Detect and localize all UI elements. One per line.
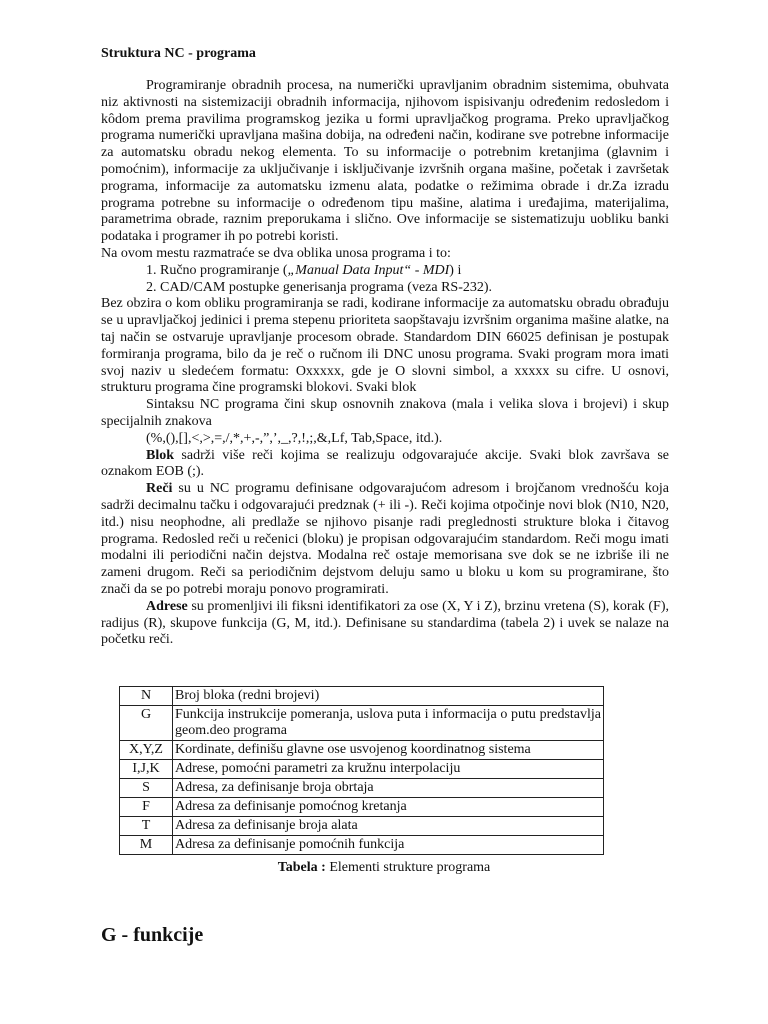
table-cell-code: T <box>120 817 173 836</box>
table-row <box>120 741 604 760</box>
list-item <box>101 263 669 280</box>
table-row <box>120 706 604 741</box>
table-row <box>120 687 604 706</box>
table-cell-desc: Adrese, pomoćni parametri za kružnu interpolaciju <box>173 760 604 779</box>
table-cell-code: I,J,K <box>120 760 173 779</box>
table-cell-desc: Adresa, za definisanje broja obrtaja <box>173 779 604 798</box>
document-page <box>101 46 669 649</box>
paragraph <box>101 448 669 482</box>
paragraph: Na ovom mestu razmatraće se dva oblika unosa programa i to: <box>101 245 451 261</box>
list-item-emphasis: „Manual Data Input“ - MDI <box>287 262 450 278</box>
document-body <box>101 78 669 649</box>
table-cell-code: G <box>120 706 173 741</box>
section-heading: G - funkcije <box>101 924 204 946</box>
table-row <box>120 817 604 836</box>
table-cell-desc: Adresa za definisanje broja alata <box>173 817 604 836</box>
elements-table <box>119 686 604 855</box>
paragraph <box>101 599 669 649</box>
list-item-text: ) i <box>449 262 462 278</box>
paragraph: Bez obzira o kom obliku programiranja se radi, kodirane informacije za automatsku obradu obrađuju se u upravljačkoj jedinici i prema stepenu prioriteta saopštavaju izvršnim organima mašine alatke, na taj način se ostvaruje upravljanje procesom obrade. Standardom DIN 66025 definisan je postupak formiranja programa, bilo da je reč o ručnom ili DNC unosu programa. Svaki program mora imati svoj naziv u sledećem formatu: Oxxxxx, gde je O slovni simbol, a xxxxx su cifre. U osnovi, strukturu programa čine programski blokovi. Svaki blok <box>101 296 669 396</box>
list-item: 2. CAD/CAM postupke generisanja programa (veza RS-232). <box>146 279 493 295</box>
table-cell-desc: Adresa za definisanje pomoćnog kretanja <box>173 798 604 817</box>
table-row <box>120 760 604 779</box>
table-cell-code: S <box>120 779 173 798</box>
caption-text: Elementi strukture programa <box>325 860 491 875</box>
table-row <box>120 836 604 855</box>
term-reci: Reči <box>146 481 173 497</box>
table-row <box>120 798 604 817</box>
table-cell-code: F <box>120 798 173 817</box>
special-characters: (%,(),[],<,>,=,/,*,+,-,”,’,_,?,!,;,&,Lf, Tab,Space, itd.). <box>146 430 443 446</box>
table-cell-desc: Adresa za definisanje pomoćnih funkcija <box>173 836 604 855</box>
page-title: Struktura NC - programa <box>101 46 256 61</box>
paragraph-text: sadrži više reči kojima se realizuju odgovarajuće akcije. Svaki blok završava se oznakom EOB (;). <box>101 447 669 480</box>
table-cell-code: M <box>120 836 173 855</box>
paragraph-text: su u NC programu definisane odgovarajućom adresom i brojčanom vrednošću koja sadrži decimalnu tačku i odgovarajući predznak (+ ili -). Reči kojima otpočinje novi blok (N10, N20, itd.) nisu neophodne, ali predlaže se njihovo pisanje radi preglednosti strukture bloka i čitavog programa. Redosled reči u rečenici (bloku) je propisan odgovarajućim standardom. Reči mogu imati modalni ili periodični način dejstva. Modalna reč ostaje memorisana sve dok se ne izbriše ili ne zameni drugom. Reči sa periodičnim dejstvom deluju samo u bloku u kom su programirane, što znači da se po potrebi moraju ponovo programirati. <box>101 481 669 597</box>
caption-label: Tabela : <box>277 860 326 875</box>
table-cell-desc: Broj bloka (redni brojevi) <box>173 687 604 706</box>
paragraph: Programiranje obradnih procesa, na numerički upravljanim obradnim sistemima, obuhvata niz aktivnosti na sistemizaciji obradnih informacija, njihovom ispisivanju određenim redosledom i kôdom prema pravilima programskog jezika u formi upravljačkog programa. Preko upravljačkog programa numerički upravljana mašina dobija, na određeni način, kodirane sve potrebne informacije za automatsku obradu nekog elementa. To su informacije o potrebnim kretanjima (glavnim i pomoćnim), informacije za uključivanje i isključivanje izvršnih organa mašine, početak i završetak programa, informacije za automatsku izmenu alata, podatke o režimima obrade i dr.Za izradu programa potrebne su informacije o određenom tipu mašine, alatima i uređajima, materijalima, parametrima obrade, raznim preporukama i slično. Ove informacije se sistematizuju uobliku banki podataka i programer ih po potrebi koristi. <box>101 78 669 245</box>
paragraph <box>101 481 669 599</box>
table-row <box>120 779 604 798</box>
paragraph: Sintaksu NC programa čini skup osnovnih znakova (mala i velika slova i brojevi) i skup specijalnih znakova <box>101 397 669 429</box>
table-cell-desc: Kordinate, definišu glavne ose usvojenog koordinatnog sistema <box>173 741 604 760</box>
table-caption <box>119 860 649 876</box>
table-cell-code: N <box>120 687 173 706</box>
term-blok: Blok <box>146 447 175 463</box>
table-cell-desc: Funkcija instrukcije pomeranja, uslova puta i informacija o putu predstavlja geom.deo programa <box>173 706 604 741</box>
table-cell-code: X,Y,Z <box>120 741 173 760</box>
paragraph-text: su promenljivi ili fiksni identifikatori za ose (X, Y i Z), brzinu vretena (S), korak (F), radijus (R), skupove funkcija (G, M, itd.). Definisane su standardima (tabela 2) i uvek se nalaze na početku reči. <box>101 598 669 648</box>
list-item-text: 1. Ručno programiranje ( <box>146 262 288 278</box>
term-adrese: Adrese <box>146 598 188 614</box>
